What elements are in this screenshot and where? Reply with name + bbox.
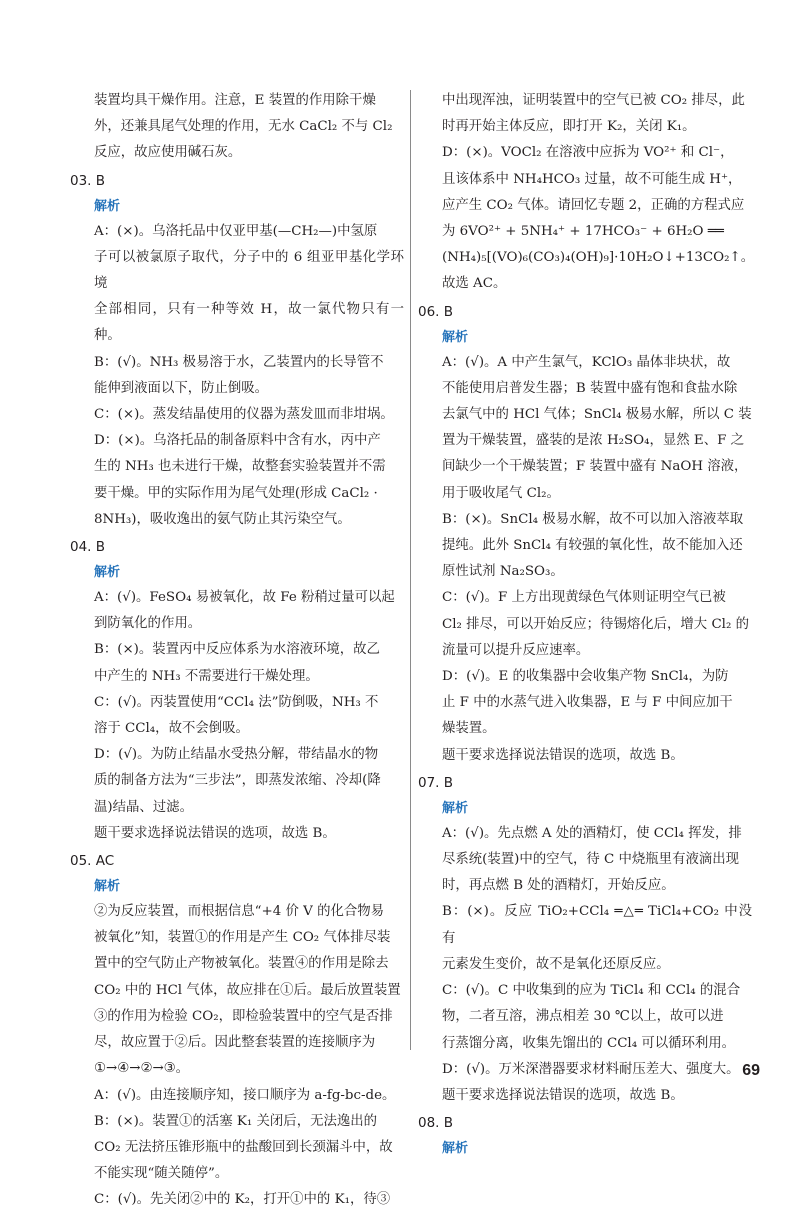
text-line: A：(√)。由连接顺序知，接口顺序为 a-fg-bc-de。	[94, 1087, 396, 1103]
text-line: 元素发生变价，故不是氧化还原反应。	[442, 956, 670, 972]
text-line: 生的 NH₃ 也未进行干燥，故整套实验装置并不需	[94, 459, 386, 475]
text-line: 反应，故应使用碱石灰。	[94, 145, 242, 161]
text-line: Cl₂ 排尽，可以开始反应；待锡熔化后，增大 Cl₂ 的	[442, 616, 749, 632]
text-line: A：(√)。FeSO₄ 易被氧化，故 Fe 粉稍过量可以起	[94, 590, 395, 606]
text-line: 中产生的 NH₃ 不需要进行干燥处理。	[94, 668, 319, 684]
right-column	[418, 88, 755, 1161]
text-line: B：(×)。装置①的活塞 K₁ 关闭后，无法逸出的	[94, 1113, 378, 1129]
text-line: (NH₄)₅[(VO)₆(CO₃)₄(OH)₉]·10H₂O↓+13CO₂↑。	[442, 250, 755, 266]
question-number: 04. B	[70, 539, 106, 556]
text-line: 到防氧化的作用。	[94, 616, 202, 632]
text-line: 8NH₃)，吸收逸出的氨气防止其污染空气。	[94, 511, 351, 527]
analysis-label: 解析	[442, 1141, 469, 1157]
text-line: 温)结晶、过滤。	[94, 799, 193, 815]
text-line: D：(×)。VOCl₂ 在溶液中应拆为 VO²⁺ 和 Cl⁻，	[442, 145, 734, 161]
text-line: 尽，故应置于②后。因此整套装置的连接顺序为	[94, 1035, 376, 1051]
text-line: 题干要求选择说法错误的选项，故选 B。	[94, 825, 336, 841]
text-line: 原性试剂 Na₂SO₃。	[442, 564, 564, 580]
question-number: 05. AC	[70, 853, 115, 870]
text-line: 置为干燥装置，盛装的是浓 H₂SO₄，显然 E、F 之	[442, 433, 745, 449]
text-line: ②为反应装置，而根据信息“+4 价 V 的化合物易	[94, 904, 385, 920]
analysis-label: 解析	[94, 879, 121, 895]
text-line: 题干要求选择说法错误的选项，故选 B。	[442, 1087, 684, 1103]
text-line: 装置均具干燥作用。注意，E 装置的作用除干燥	[94, 93, 376, 108]
page-number: 69	[742, 1062, 760, 1079]
question-number: 06. B	[418, 303, 454, 320]
text-line: CO₂ 无法挤压锥形瓶中的盐酸回到长颈漏斗中，故	[94, 1139, 393, 1155]
text-line: CO₂ 中的 HCl 气体，故应排在①后。最后放置装置	[94, 982, 401, 998]
text-line: 应产生 CO₂ 气体。请回忆专题 2，正确的方程式应	[442, 197, 745, 213]
analysis-label: 解析	[442, 329, 469, 345]
question-number: 07. B	[418, 774, 454, 791]
text-line: 外，还兼具尾气处理的作用，无水 CaCl₂ 不与 Cl₂	[94, 119, 393, 135]
column-divider	[410, 90, 411, 1050]
text-line: 子可以被氯原子取代，分子中的 6 组亚甲基化学环境	[94, 249, 404, 292]
text-line: C：(√)。F 上方出现黄绿色气体则证明空气已被	[442, 590, 726, 606]
text-line: 去氯气中的 HCl 气体；SnCl₄ 极易水解，所以 C 装	[442, 407, 752, 423]
question-number: 03. B	[70, 172, 106, 189]
text-line: 且该体系中 NH₄HCO₃ 过量，故不可能生成 H⁺，	[442, 171, 742, 187]
text-line: B：(×)。SnCl₄ 极易水解，故不可以加入溶液萃取	[442, 511, 744, 527]
text-line: B：(×)。装置丙中反应体系为水溶液环境，故乙	[94, 642, 380, 658]
text-line: 置中的空气防止产物被氧化。装置④的作用是除去	[94, 956, 389, 972]
text-line: 质的制备方法为“三步法”，即蒸发浓缩、冷却(降	[94, 773, 381, 789]
text-line: 时，再点燃 B 处的酒精灯，开始反应。	[442, 878, 675, 894]
analysis-label: 解析	[442, 800, 469, 816]
text-line: 中出现浑浊，证明装置中的空气已被 CO₂ 排尽，此	[442, 93, 745, 108]
text-line: 被氧化”知，装置①的作用是产生 CO₂ 气体排尽装	[94, 930, 391, 946]
analysis-label: 解析	[94, 198, 121, 214]
text-line: C：(√)。丙装置使用“CCl₄ 法”防倒吸，NH₃ 不	[94, 694, 379, 710]
text-line: 能伸到液面以下，防止倒吸。	[94, 380, 269, 396]
text-line: ③的作用为检验 CO₂，即检验装置中的空气是否排	[94, 1008, 393, 1024]
text-line: D：(×)。乌洛托品的制备原料中含有水，丙中产	[94, 433, 381, 449]
text-line: 溶于 CCl₄，故不会倒吸。	[94, 721, 249, 737]
text-line: A：(×)。乌洛托品中仅亚甲基(—CH₂—)中氢原	[94, 223, 378, 239]
text-line: 不能实现“随关随停”。	[94, 1166, 229, 1182]
text-line: A：(√)。先点燃 A 处的酒精灯，使 CCl₄ 挥发，排	[442, 825, 742, 841]
text-line: D：(√)。为防止结晶水受热分解，带结晶水的物	[94, 747, 379, 763]
text-line: 行蒸馏分离，收集先馏出的 CCl₄ 可以循环利用。	[442, 1035, 736, 1051]
text-line: 用于吸收尾气 Cl₂。	[442, 485, 560, 501]
text-line: 尽系统(装置)中的空气，待 C 中烧瓶里有液滴出现	[442, 852, 740, 868]
text-line: 故选 AC。	[442, 276, 507, 292]
text-line: 全部相同，只有一种等效 H，故一氯代物只有一种。	[94, 302, 404, 344]
text-line: ①→④→②→③。	[94, 1061, 190, 1077]
text-line: 燥装置。	[442, 721, 496, 737]
text-line: D：(√)。E 的收集器中会收集产物 SnCl₄，为防	[442, 669, 729, 685]
text-line: A：(√)。A 中产生氯气，KClO₃ 晶体非块状，故	[442, 354, 731, 370]
left-column	[70, 88, 404, 1214]
text-line: 间缺少一个干燥装置；F 装置中盛有 NaOH 溶液，	[442, 459, 748, 475]
text-line: C：(√)。C 中收集到的应为 TiCl₄ 和 CCl₄ 的混合	[442, 983, 741, 999]
text-line: B：(×)。反应 TiO₂+CCl₄ ═△═ TiCl₄+CO₂ 中没有	[442, 904, 752, 946]
text-line: 物，二者互溶，沸点相差 30 ℃以上，故可以进	[442, 1009, 724, 1025]
text-line: 流量可以提升反应速率。	[442, 642, 590, 658]
text-line: C：(√)。先关闭②中的 K₂，打开①中的 K₁，待③	[94, 1192, 391, 1208]
text-line: 止 F 中的水蒸气进入收集器，E 与 F 中间应加干	[442, 695, 733, 711]
question-number: 08. B	[418, 1115, 454, 1132]
text-line: 不能使用启普发生器；B 装置中盛有饱和食盐水除	[442, 380, 738, 396]
text-line: B：(√)。NH₃ 极易溶于水，乙装置内的长导管不	[94, 354, 384, 370]
text-line: 要干燥。甲的实际作用为尾气处理(形成 CaCl₂ ·	[94, 485, 378, 501]
text-line: 提纯。此外 SnCl₄ 有较强的氧化性，故不能加入还	[442, 538, 743, 554]
text-line: 为 6VO²⁺ + 5NH₄⁺ + 17HCO₃⁻ + 6H₂O ══	[442, 224, 724, 240]
text-line: 时再开始主体反应，即打开 K₂，关闭 K₁。	[442, 119, 696, 135]
analysis-label: 解析	[94, 565, 121, 581]
text-line: D：(√)。万米深潜器要求材料耐压差大、强度大。	[442, 1061, 740, 1077]
text-line: 题干要求选择说法错误的选项，故选 B。	[442, 747, 684, 763]
text-line: C：(×)。蒸发结晶使用的仪器为蒸发皿而非坩埚。	[94, 407, 394, 423]
